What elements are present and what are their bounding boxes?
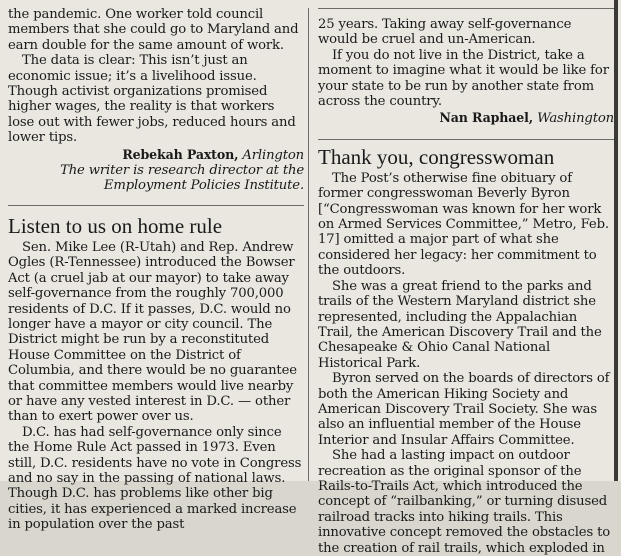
letter-paragraph: She had a lasting impact on outdoor recreation as the original sponsor of the Rails-to-Trails Act, which introduced the concept of “railbanking,” or turning disused railroad tracks into hiking trails. This innovative concept removed the obstacles to the creation of rail trails, which exploded in (318, 448, 611, 556)
author-note: The writer is research director at the Employment Policies Institute. (60, 163, 304, 194)
letter-paragraph: The Post’s otherwise fine obituary of former congresswoman Beverly Byron [“Congresswoman was known for her work on Armed Services Committee,” Metro, Feb. 17] omitted a major part of what she considered her legacy: her commitment to the outdoors. (318, 170, 609, 279)
letter-headline: Thank you, congresswoman (318, 144, 555, 169)
letter-paragraph: D.C. has had self-governance only since the Home Rule Act passed in 1973. Even still, D.C. residents have no vote in Congress and no say in the passing of national laws. Though D.C. has problems like other big cities, it has experienced a marked increase in population over the past (8, 424, 302, 533)
letter-headline: Listen to us on home rule (8, 213, 223, 238)
right-column (318, 0, 614, 556)
page-edge (614, 0, 618, 481)
left-column (8, 0, 304, 533)
letter-paragraph: She was a great friend to the parks and trails of the Western Maryland district she represented, including the Appalachian Trail, the American Discovery Trail and the Chesapeake & Ohio Canal National Historical Park. (318, 278, 602, 371)
letter-paragraph: Byron served on the boards of directors of both the American Hiking Society and American Discovery Trail Society. She was also an influential member of the House Interior and Insular Affairs Committee. (318, 371, 610, 448)
letter-paragraph: The data is clear: This isn’t just an economic issue; it’s a livelihood issue. Though activist organizations promised higher wages, the reality is that workers lose out with fewer jobs, reduced hours and lower tips. (8, 53, 296, 146)
letter-signature (8, 147, 304, 163)
author-name: Rebekah Paxton, (122, 146, 239, 162)
column-divider (308, 8, 309, 481)
letter-paragraph: If you do not live in the District, take a moment to imagine what it would be like for your state to be run by another state from across the country. (318, 47, 609, 110)
author-name: Nan Raphael, (439, 110, 534, 126)
letter-paragraph: 25 years. Taking away self-governance would be cruel and un-American. (318, 17, 572, 48)
letter-paragraph: Sen. Mike Lee (R-Utah) and Rep. Andrew Ogles (R-Tennessee) introduced the Bowser Act (a cruel jab at our mayor) to take away self-governance from the roughly 700,000 residents of D.C. If it passes, D.C. would no longer have a mayor or city council. The District might be run by a reconstituted House Committee on the District of Columbia, and there would be no guarantee that committee members would live nearby or have any vested interest in D.C. — other than to exert power over us. (8, 239, 297, 425)
author-location: Washington (537, 111, 614, 127)
author-location: Arlington (242, 147, 304, 163)
letter-paragraph: the pandemic. One worker told council members that she could go to Maryland and earn double for the same amount of work. (8, 7, 299, 53)
letter-signature (318, 110, 614, 126)
section-separator (8, 205, 304, 206)
section-separator (318, 139, 614, 140)
